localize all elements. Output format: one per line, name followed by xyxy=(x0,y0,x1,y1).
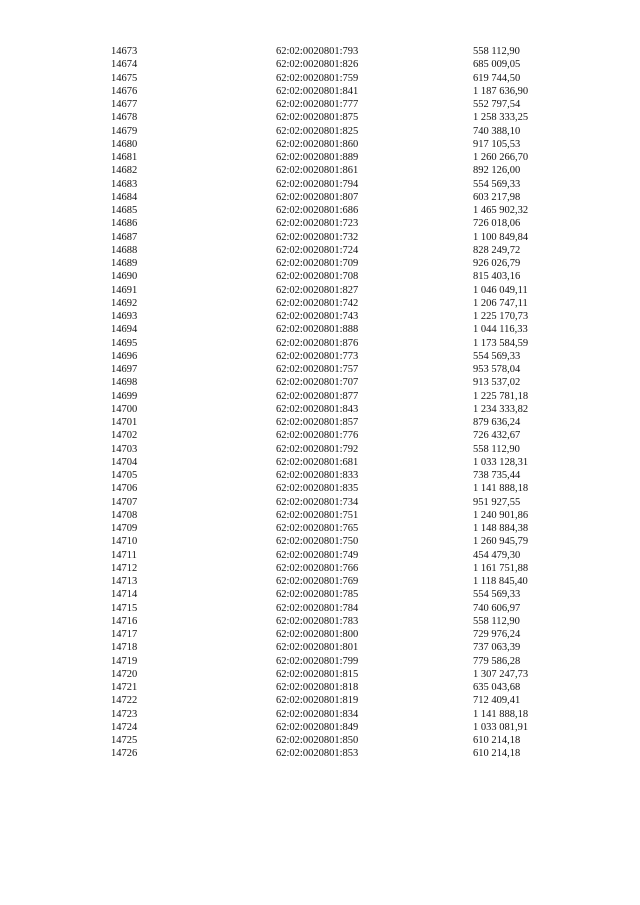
row-number: 14689 xyxy=(111,258,138,269)
row-number: 14693 xyxy=(111,311,138,322)
cadastral-number: 62:02:0020801:807 xyxy=(276,191,359,203)
cadastral-value: 737 063,39 xyxy=(473,642,521,654)
cadastral-value: 1 118 845,40 xyxy=(473,576,528,587)
cadastral-value: 610 214,18 xyxy=(473,735,521,746)
table-row xyxy=(0,204,640,217)
cadastral-number: 62:02:0020801:799 xyxy=(276,655,359,667)
table-row xyxy=(0,323,640,336)
cadastral-value: 1 141 888,18 xyxy=(473,708,529,720)
cadastral-number: 62:02:0020801:834 xyxy=(276,708,359,720)
table-row xyxy=(0,337,640,350)
row-number: 14710 xyxy=(111,536,138,548)
row-number: 14723 xyxy=(111,708,138,720)
table-row xyxy=(0,244,640,257)
table-row xyxy=(0,390,640,403)
row-number: 14685 xyxy=(111,205,138,216)
table-row xyxy=(0,72,640,85)
table-row xyxy=(0,615,640,628)
table-row xyxy=(0,681,640,694)
table-row xyxy=(0,628,640,641)
row-number: 14718 xyxy=(111,642,138,654)
cadastral-value: 712 409,41 xyxy=(473,695,521,707)
cadastral-value: 1 234 333,82 xyxy=(473,403,529,415)
cadastral-number: 62:02:0020801:769 xyxy=(276,576,359,587)
row-number: 14684 xyxy=(111,191,138,203)
cadastral-value: 1 187 636,90 xyxy=(473,85,529,97)
cadastral-number: 62:02:0020801:724 xyxy=(276,244,359,256)
cadastral-number: 62:02:0020801:853 xyxy=(276,748,359,760)
cadastral-number: 62:02:0020801:749 xyxy=(276,549,359,561)
cadastral-value: 558 112,90 xyxy=(473,615,520,627)
row-number: 14695 xyxy=(111,337,138,349)
table-row xyxy=(0,522,640,535)
table-row xyxy=(0,231,640,244)
table-row xyxy=(0,456,640,469)
row-number: 14712 xyxy=(111,562,138,574)
cadastral-number: 62:02:0020801:750 xyxy=(276,536,359,548)
row-number: 14674 xyxy=(111,59,138,71)
cadastral-value: 603 217,98 xyxy=(473,191,521,203)
cadastral-value: 926 026,79 xyxy=(473,258,521,269)
cadastral-value: 1 100 849,84 xyxy=(473,231,529,243)
cadastral-value: 1 033 128,31 xyxy=(473,456,529,468)
row-number: 14696 xyxy=(111,350,138,362)
row-number: 14716 xyxy=(111,615,138,627)
row-number: 14708 xyxy=(111,509,138,521)
cadastral-value: 1 258 333,25 xyxy=(473,112,529,124)
table-row xyxy=(0,443,640,456)
cadastral-value: 740 606,97 xyxy=(473,602,521,614)
cadastral-number: 62:02:0020801:835 xyxy=(276,483,359,495)
row-number: 14679 xyxy=(111,125,138,137)
cadastral-number: 62:02:0020801:876 xyxy=(276,337,359,349)
row-number: 14724 xyxy=(111,721,138,733)
cadastral-number: 62:02:0020801:708 xyxy=(276,271,359,283)
table-row xyxy=(0,694,640,707)
cadastral-value: 610 214,18 xyxy=(473,748,521,760)
table-row xyxy=(0,138,640,151)
table-row xyxy=(0,535,640,548)
cadastral-value: 1 173 584,59 xyxy=(473,337,529,349)
cadastral-value: 828 249,72 xyxy=(473,244,521,256)
cadastral-number: 62:02:0020801:827 xyxy=(276,284,359,296)
cadastral-number: 62:02:0020801:860 xyxy=(276,138,359,150)
cadastral-value: 1 148 884,38 xyxy=(473,523,529,534)
row-number: 14686 xyxy=(111,218,138,230)
cadastral-number: 62:02:0020801:785 xyxy=(276,589,359,601)
table-row xyxy=(0,178,640,191)
cadastral-value: 1 141 888,18 xyxy=(473,483,529,495)
table-row xyxy=(0,85,640,98)
cadastral-number: 62:02:0020801:818 xyxy=(276,682,359,693)
cadastral-value: 1 161 751,88 xyxy=(473,562,529,574)
table-row xyxy=(0,668,640,681)
cadastral-number: 62:02:0020801:826 xyxy=(276,59,359,71)
table-row xyxy=(0,191,640,204)
row-number: 14682 xyxy=(111,165,138,177)
cadastral-value: 635 043,68 xyxy=(473,682,521,693)
table-row xyxy=(0,708,640,721)
row-number: 14707 xyxy=(111,496,138,508)
row-number: 14713 xyxy=(111,576,138,587)
cadastral-number: 62:02:0020801:766 xyxy=(276,562,359,574)
table-row xyxy=(0,562,640,575)
cadastral-number: 62:02:0020801:751 xyxy=(276,509,359,521)
cadastral-value: 619 744,50 xyxy=(473,72,521,84)
cadastral-number: 62:02:0020801:732 xyxy=(276,231,359,243)
table-row xyxy=(0,363,640,376)
table-row xyxy=(0,164,640,177)
table-row xyxy=(0,257,640,270)
table-row xyxy=(0,350,640,363)
row-number: 14709 xyxy=(111,523,138,534)
cadastral-number: 62:02:0020801:777 xyxy=(276,99,359,110)
cadastral-number: 62:02:0020801:773 xyxy=(276,350,359,362)
row-number: 14694 xyxy=(111,324,138,336)
table-row xyxy=(0,376,640,389)
cadastral-number: 62:02:0020801:792 xyxy=(276,443,359,455)
table-row xyxy=(0,310,640,323)
row-number: 14703 xyxy=(111,443,138,455)
table-row xyxy=(0,429,640,442)
row-number: 14691 xyxy=(111,284,138,296)
cadastral-value: 1 260 266,70 xyxy=(473,152,529,163)
cadastral-number: 62:02:0020801:765 xyxy=(276,523,359,534)
cadastral-number: 62:02:0020801:833 xyxy=(276,470,359,481)
cadastral-value: 879 636,24 xyxy=(473,417,521,428)
row-number: 14726 xyxy=(111,748,138,760)
row-number: 14719 xyxy=(111,655,138,667)
cadastral-number: 62:02:0020801:794 xyxy=(276,178,359,190)
cadastral-number: 62:02:0020801:861 xyxy=(276,165,359,177)
table-row xyxy=(0,496,640,509)
cadastral-value: 558 112,90 xyxy=(473,443,520,455)
cadastral-number: 62:02:0020801:889 xyxy=(276,152,359,163)
row-number: 14717 xyxy=(111,629,138,640)
table-row xyxy=(0,509,640,522)
row-number: 14699 xyxy=(111,390,138,402)
row-number: 14676 xyxy=(111,85,138,97)
cadastral-value: 917 105,53 xyxy=(473,138,521,150)
table-row xyxy=(0,602,640,615)
table-row xyxy=(0,588,640,601)
row-number: 14701 xyxy=(111,417,138,428)
table-row xyxy=(0,45,640,58)
cadastral-value: 454 479,30 xyxy=(473,549,521,561)
row-number: 14715 xyxy=(111,602,138,614)
table-row xyxy=(0,641,640,654)
row-number: 14721 xyxy=(111,682,138,693)
row-number: 14692 xyxy=(111,297,138,309)
table-row xyxy=(0,482,640,495)
cadastral-value: 1 260 945,79 xyxy=(473,536,529,548)
table-row xyxy=(0,98,640,111)
row-number: 14687 xyxy=(111,231,138,243)
cadastral-value: 738 735,44 xyxy=(473,470,521,481)
table-row xyxy=(0,270,640,283)
cadastral-number: 62:02:0020801:734 xyxy=(276,496,359,508)
cadastral-value: 815 403,16 xyxy=(473,271,521,283)
cadastral-value: 953 578,04 xyxy=(473,364,521,375)
cadastral-value: 913 537,02 xyxy=(473,377,521,389)
data-table xyxy=(0,45,640,761)
cadastral-value: 729 976,24 xyxy=(473,629,521,640)
cadastral-number: 62:02:0020801:888 xyxy=(276,324,359,336)
cadastral-value: 685 009,05 xyxy=(473,59,521,71)
table-row xyxy=(0,416,640,429)
cadastral-number: 62:02:0020801:776 xyxy=(276,430,359,442)
cadastral-number: 62:02:0020801:857 xyxy=(276,417,359,428)
cadastral-value: 951 927,55 xyxy=(473,496,521,508)
table-row xyxy=(0,151,640,164)
cadastral-number: 62:02:0020801:841 xyxy=(276,85,359,97)
cadastral-number: 62:02:0020801:849 xyxy=(276,721,359,733)
cadastral-number: 62:02:0020801:800 xyxy=(276,629,359,640)
cadastral-number: 62:02:0020801:784 xyxy=(276,602,359,614)
table-row xyxy=(0,747,640,760)
row-number: 14698 xyxy=(111,377,138,389)
table-row xyxy=(0,469,640,482)
table-row xyxy=(0,721,640,734)
cadastral-number: 62:02:0020801:681 xyxy=(276,456,359,468)
table-row xyxy=(0,655,640,668)
cadastral-number: 62:02:0020801:709 xyxy=(276,258,359,269)
table-row xyxy=(0,403,640,416)
cadastral-number: 62:02:0020801:723 xyxy=(276,218,359,230)
cadastral-number: 62:02:0020801:759 xyxy=(276,72,359,84)
row-number: 14722 xyxy=(111,695,138,707)
row-number: 14690 xyxy=(111,271,138,283)
cadastral-number: 62:02:0020801:815 xyxy=(276,668,359,680)
row-number: 14681 xyxy=(111,152,138,163)
cadastral-number: 62:02:0020801:843 xyxy=(276,403,359,415)
cadastral-value: 1 225 170,73 xyxy=(473,311,529,322)
row-number: 14702 xyxy=(111,430,138,442)
row-number: 14673 xyxy=(111,46,138,57)
table-row xyxy=(0,217,640,230)
row-number: 14688 xyxy=(111,244,138,256)
cadastral-value: 1 206 747,11 xyxy=(473,297,528,309)
cadastral-number: 62:02:0020801:742 xyxy=(276,297,359,309)
cadastral-value: 740 388,10 xyxy=(473,125,521,137)
row-number: 14680 xyxy=(111,138,138,150)
cadastral-number: 62:02:0020801:801 xyxy=(276,642,359,654)
cadastral-value: 558 112,90 xyxy=(473,46,520,57)
cadastral-value: 554 569,33 xyxy=(473,178,521,190)
cadastral-value: 892 126,00 xyxy=(473,165,521,177)
table-row xyxy=(0,734,640,747)
cadastral-value: 1 033 081,91 xyxy=(473,721,529,733)
cadastral-number: 62:02:0020801:793 xyxy=(276,46,359,57)
cadastral-number: 62:02:0020801:850 xyxy=(276,735,359,746)
cadastral-number: 62:02:0020801:757 xyxy=(276,364,359,375)
cadastral-number: 62:02:0020801:877 xyxy=(276,390,359,402)
cadastral-value: 554 569,33 xyxy=(473,350,521,362)
cadastral-value: 554 569,33 xyxy=(473,589,521,601)
cadastral-number: 62:02:0020801:707 xyxy=(276,377,359,389)
cadastral-number: 62:02:0020801:686 xyxy=(276,205,359,216)
table-row xyxy=(0,111,640,124)
row-number: 14678 xyxy=(111,112,138,124)
cadastral-value: 1 044 116,33 xyxy=(473,324,528,336)
row-number: 14725 xyxy=(111,735,138,746)
row-number: 14675 xyxy=(111,72,138,84)
table-row xyxy=(0,125,640,138)
table-row xyxy=(0,575,640,588)
table-row xyxy=(0,284,640,297)
cadastral-value: 552 797,54 xyxy=(473,99,521,110)
row-number: 14714 xyxy=(111,589,138,601)
table-row xyxy=(0,297,640,310)
cadastral-number: 62:02:0020801:783 xyxy=(276,615,359,627)
row-number: 14677 xyxy=(111,99,138,110)
row-number: 14706 xyxy=(111,483,138,495)
cadastral-value: 726 432,67 xyxy=(473,430,521,442)
cadastral-value: 1 225 781,18 xyxy=(473,390,529,402)
row-number: 14705 xyxy=(111,470,138,481)
row-number: 14697 xyxy=(111,364,138,375)
cadastral-value: 1 240 901,86 xyxy=(473,509,529,521)
row-number: 14700 xyxy=(111,403,138,415)
cadastral-value: 726 018,06 xyxy=(473,218,521,230)
table-row xyxy=(0,58,640,71)
cadastral-value: 1 046 049,11 xyxy=(473,284,528,296)
cadastral-number: 62:02:0020801:819 xyxy=(276,695,359,707)
cadastral-value: 1 465 902,32 xyxy=(473,205,529,216)
row-number: 14683 xyxy=(111,178,138,190)
cadastral-value: 1 307 247,73 xyxy=(473,668,529,680)
cadastral-number: 62:02:0020801:825 xyxy=(276,125,359,137)
cadastral-number: 62:02:0020801:743 xyxy=(276,311,359,322)
row-number: 14720 xyxy=(111,668,138,680)
table-row xyxy=(0,549,640,562)
row-number: 14711 xyxy=(111,549,137,561)
row-number: 14704 xyxy=(111,456,138,468)
cadastral-value: 779 586,28 xyxy=(473,655,521,667)
cadastral-number: 62:02:0020801:875 xyxy=(276,112,359,124)
